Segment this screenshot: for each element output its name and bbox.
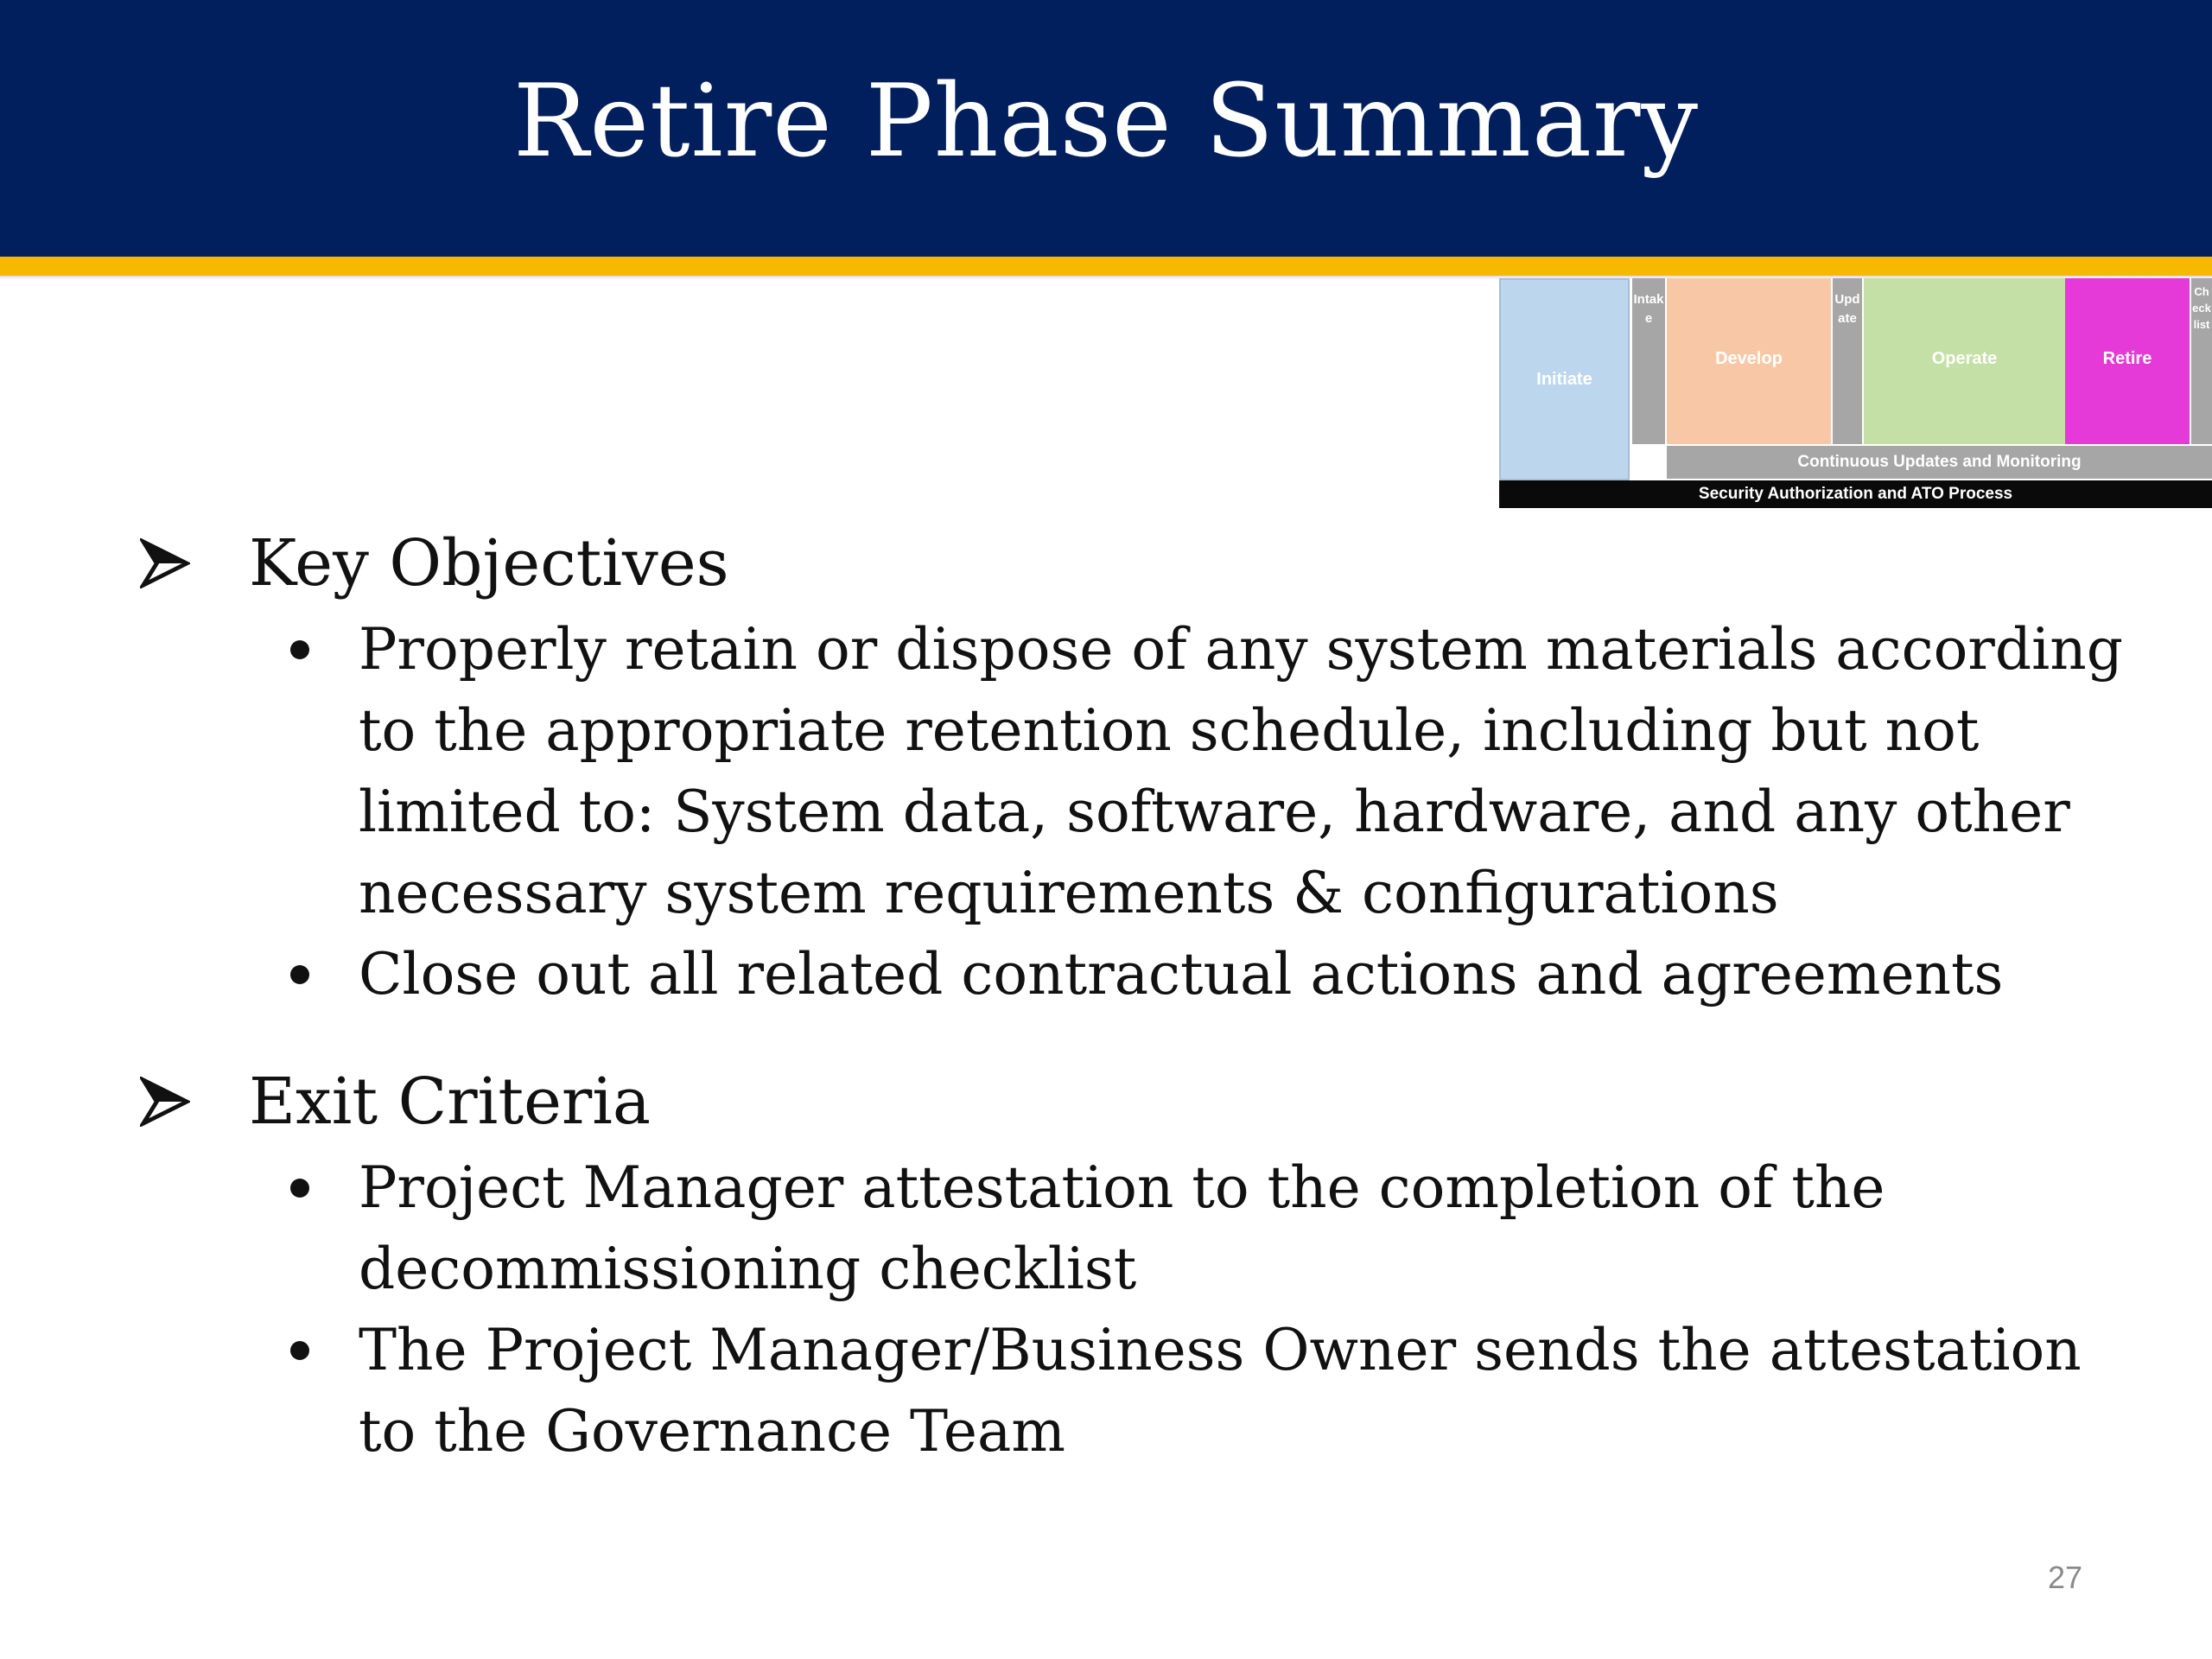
bullet-dot [290, 1179, 309, 1198]
title-bar [0, 0, 2212, 257]
page-number: 27 [2047, 1560, 2082, 1595]
section-heading: Key Objectives [249, 526, 729, 601]
slide-title: Retire Phase Summary [513, 63, 1699, 180]
bullet-dot [290, 965, 309, 984]
bullet-text: Close out all related contractual actions and agreements [359, 941, 2004, 1007]
phase-operate: Operate [1864, 278, 2065, 444]
section-heading: Exit Criteria [249, 1065, 652, 1139]
phase-develop: Develop [1667, 278, 1831, 444]
bullet-text: Properly retain or dispose of any system materials according to the appropriate retention schedule, including but not limited to: System data, software, hardware, and any other necessary system requirements & configurations [359, 616, 2123, 926]
arrowhead-bullet-icon [140, 1077, 190, 1127]
continuous-updates-band: Continuous Updates and Monitoring [1667, 446, 2212, 479]
phase-initiate: Initiate [1499, 278, 1630, 480]
phase-retire: Retire [2065, 278, 2190, 444]
phase-update: Update [1833, 278, 1862, 444]
arrowhead-bullet-icon [140, 538, 190, 588]
phase-intake: Intake [1632, 278, 1665, 444]
phase-checklist: Checklist [2191, 278, 2212, 444]
bullet-dot [290, 1341, 309, 1360]
bullet-text: Project Manager attestation to the completion of the decommissioning checklist [359, 1154, 1885, 1302]
security-authorization-band: Security Authorization and ATO Process [1499, 480, 2212, 508]
lifecycle-diagram [1499, 278, 2212, 508]
accent-rule [0, 257, 2212, 276]
bullet-text: The Project Manager/Business Owner sends the attestation to the Governance Team [359, 1317, 2082, 1465]
bullet-dot [290, 640, 309, 659]
